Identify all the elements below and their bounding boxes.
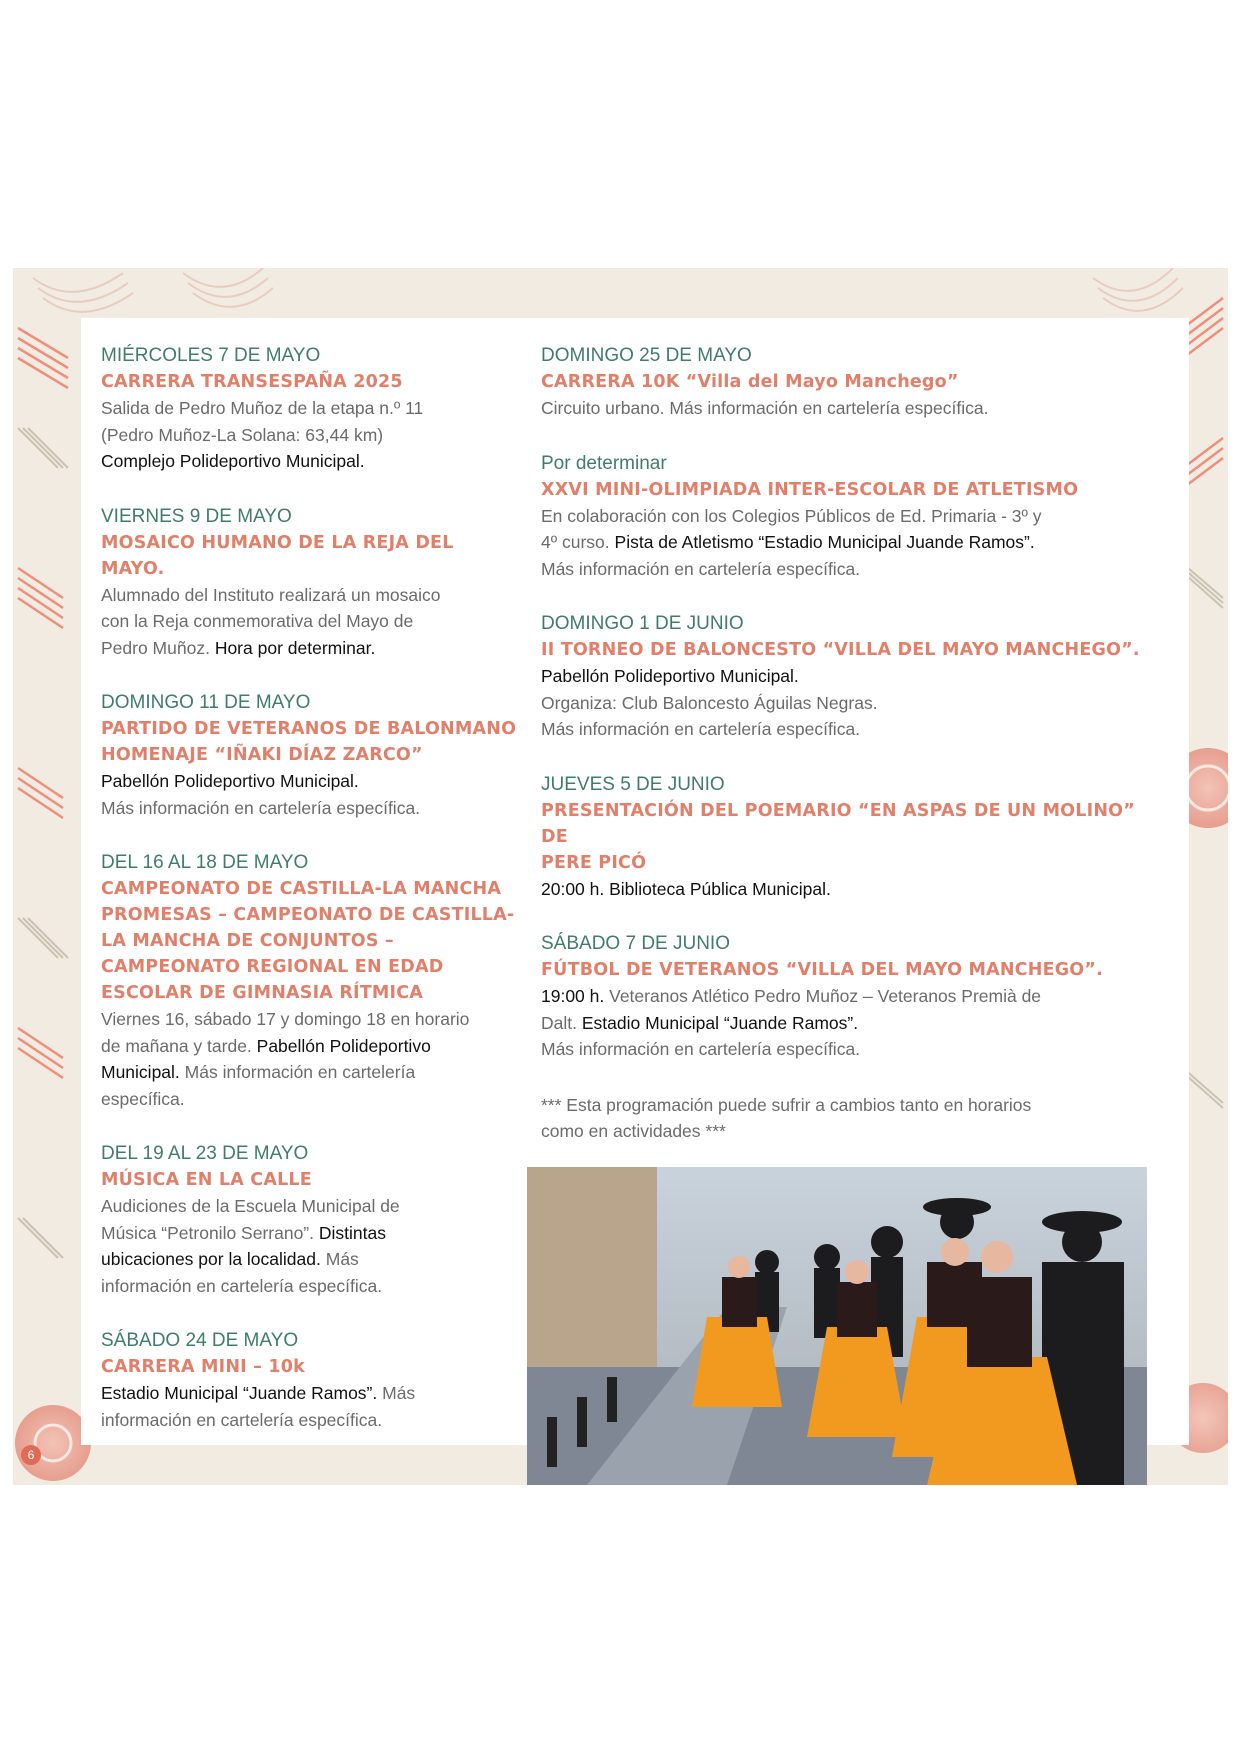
event-detail-text: Circuito urbano. Más información en cartelería específica. bbox=[541, 398, 989, 418]
event-detail-line bbox=[541, 716, 1141, 743]
event-title-line: PARTIDO DE VETERANOS DE BALONMANO bbox=[101, 719, 517, 739]
event-venue-text: Hora por determinar. bbox=[214, 637, 376, 658]
event-detail-text: Pedro Muñoz. bbox=[101, 637, 215, 658]
event-title-line: LA MANCHA DE CONJUNTOS – bbox=[101, 931, 394, 951]
event-detail-text: Más información en cartelería específica. bbox=[541, 719, 861, 739]
event-date: DEL 16 AL 18 DE MAYO bbox=[101, 852, 309, 873]
event-detail-text: Veteranos Atlético Pedro Muñoz – Veteranos Premià de bbox=[604, 986, 1042, 1006]
event-block bbox=[101, 343, 521, 475]
event-detail-line bbox=[101, 608, 521, 635]
event-title-line: PROMESAS – CAMPEONATO DE CASTILLA- bbox=[101, 905, 515, 925]
event-detail-text: Audiciones de la Escuela Municipal de bbox=[101, 1196, 400, 1216]
event-block bbox=[101, 1141, 521, 1299]
event-detail-text: con la Reja conmemorativa del Mayo de bbox=[101, 611, 414, 631]
event-date: DOMINGO 11 DE MAYO bbox=[101, 692, 311, 713]
event-detail-line bbox=[541, 663, 1141, 690]
event-detail-line bbox=[101, 1006, 521, 1033]
event-detail-line bbox=[541, 1010, 1141, 1037]
event-title-line: CAMPEONATO REGIONAL EN EDAD bbox=[101, 957, 444, 977]
event-detail-text: En colaboración con los Colegios Públicos de Ed. Primaria - 3º y bbox=[541, 505, 1042, 526]
event-detail-text: Más información en cartelería específica. bbox=[541, 1039, 861, 1059]
event-block bbox=[541, 343, 1141, 422]
event-detail-line bbox=[101, 1407, 521, 1434]
event-title: CARRERA TRANSESPAÑA 2025 bbox=[101, 372, 403, 392]
right-column bbox=[541, 343, 1141, 1145]
event-detail-line bbox=[541, 395, 1141, 422]
event-detail-text: Más bbox=[377, 1383, 416, 1403]
folk-dance-parade-photo bbox=[527, 1167, 1147, 1485]
event-title-line: CAMPEONATO DE CASTILLA-LA MANCHA bbox=[101, 879, 502, 899]
event-title-line: PRESENTACIÓN DEL POEMARIO “EN ASPAS DE UN MOLINO” DE bbox=[541, 800, 1135, 847]
event-venue-text: 20:00 h. Biblioteca Pública Municipal. bbox=[541, 878, 831, 899]
event-detail-text: Más bbox=[320, 1249, 359, 1269]
event-detail-text: Alumnado del Instituto realizará un mosaico bbox=[101, 584, 441, 605]
event-venue-text: Pista de Atletismo “Estadio Municipal Juande Ramos”. bbox=[614, 532, 1035, 552]
event-title-line: HOMENAJE “IÑAKI DÍAZ ZARCO” bbox=[101, 745, 423, 765]
event-block bbox=[541, 772, 1141, 903]
page-number: 6 bbox=[21, 1445, 41, 1465]
event-detail-line bbox=[101, 1086, 521, 1113]
event-detail-text: 4º curso. bbox=[541, 532, 615, 552]
event-venue-text: Estadio Municipal “Juande Ramos”. bbox=[101, 1383, 378, 1403]
event-detail-line bbox=[101, 1246, 521, 1273]
event-detail-line bbox=[101, 1033, 521, 1060]
event-title: CARRERA MINI – 10k bbox=[101, 1357, 306, 1377]
event-detail-text: información en cartelería específica. bbox=[101, 1409, 383, 1430]
event-detail-line bbox=[101, 1193, 521, 1220]
event-detail-text: Organiza: Club Baloncesto Águilas Negras. bbox=[541, 692, 878, 713]
event-venue-text: Municipal. bbox=[101, 1062, 180, 1082]
event-detail-text: información en cartelería específica. bbox=[101, 1275, 383, 1296]
event-detail-line bbox=[101, 448, 521, 475]
event-detail-text: Más información en cartelería bbox=[179, 1062, 416, 1082]
event-venue-text: 19:00 h. bbox=[541, 986, 605, 1006]
event-detail-text: Salida de Pedro Muñoz de la etapa n.º 11 bbox=[101, 398, 424, 418]
event-title: II TORNEO DE BALONCESTO “VILLA DEL MAYO MANCHEGO”. bbox=[541, 640, 1140, 660]
event-title: MOSAICO HUMANO DE LA REJA DEL MAYO. bbox=[101, 532, 454, 579]
event-detail-line bbox=[101, 1380, 521, 1407]
event-title: XXVI MINI-OLIMPIADA INTER-ESCOLAR DE ATLETISMO bbox=[541, 479, 1079, 500]
event-detail-text: específica. bbox=[101, 1088, 185, 1109]
event-title: MÚSICA EN LA CALLE bbox=[101, 1170, 312, 1190]
event-date: DOMINGO 1 DE JUNIO bbox=[541, 613, 744, 634]
event-venue-text: Pabellón Polideportivo Municipal. bbox=[101, 771, 359, 791]
event-detail-line bbox=[101, 795, 521, 822]
event-detail-text: Dalt. bbox=[541, 1012, 582, 1033]
event-date: MIÉRCOLES 7 DE MAYO bbox=[101, 345, 321, 366]
schedule-change-note bbox=[541, 1092, 1141, 1145]
event-date: DOMINGO 25 DE MAYO bbox=[541, 345, 752, 366]
event-detail-line bbox=[541, 983, 1141, 1010]
event-title: FÚTBOL DE VETERANOS “VILLA DEL MAYO MANCHEGO”. bbox=[541, 960, 1103, 980]
event-detail-line bbox=[541, 503, 1141, 530]
event-venue-text: Distintas bbox=[318, 1222, 386, 1243]
event-block bbox=[541, 451, 1141, 583]
event-venue-text: ubicaciones por la localidad. bbox=[101, 1249, 321, 1269]
event-detail-line bbox=[541, 529, 1141, 556]
event-title: CARRERA 10K “Villa del Mayo Manchego” bbox=[541, 372, 959, 392]
event-detail-text: de mañana y tarde. bbox=[101, 1035, 257, 1056]
event-venue-text: Estadio Municipal “Juande Ramos”. bbox=[581, 1012, 859, 1033]
event-detail-line bbox=[101, 422, 521, 449]
event-title-line: PERE PICÓ bbox=[541, 852, 647, 873]
event-detail-text: Más información en cartelería específica. bbox=[101, 797, 421, 818]
event-detail-line bbox=[101, 768, 521, 795]
event-detail-line bbox=[541, 876, 1141, 903]
event-date: JUEVES 5 DE JUNIO bbox=[541, 773, 725, 795]
event-detail-line bbox=[541, 690, 1141, 717]
event-detail-text: Música “Petronilo Serrano”. bbox=[101, 1222, 319, 1243]
event-detail-line bbox=[101, 582, 521, 609]
event-detail-text: Viernes 16, sábado 17 y domingo 18 en horario bbox=[101, 1009, 470, 1029]
note-line: como en actividades *** bbox=[541, 1121, 726, 1141]
event-date: SÁBADO 24 DE MAYO bbox=[101, 1330, 299, 1351]
event-block bbox=[101, 1328, 521, 1433]
event-detail-line bbox=[541, 556, 1141, 583]
event-block bbox=[101, 690, 521, 821]
event-detail-line bbox=[101, 635, 521, 662]
event-date: Por determinar bbox=[541, 452, 667, 474]
event-detail-text: Más información en cartelería específica. bbox=[541, 558, 861, 579]
event-date: DEL 19 AL 23 DE MAYO bbox=[101, 1143, 309, 1164]
note-line: *** Esta programación puede sufrir a cambios tanto en horarios bbox=[541, 1094, 1032, 1115]
event-date: VIERNES 9 DE MAYO bbox=[101, 505, 292, 527]
left-column bbox=[101, 343, 521, 1462]
event-detail-line bbox=[101, 395, 521, 422]
event-venue-text: Pabellón Polideportivo Municipal. bbox=[541, 666, 799, 686]
event-venue-text: Complejo Polideportivo Municipal. bbox=[101, 451, 365, 471]
event-block bbox=[101, 850, 521, 1112]
event-venue-text: Pabellón Polideportivo bbox=[256, 1035, 431, 1056]
event-detail-line bbox=[541, 1036, 1141, 1063]
event-detail-line bbox=[101, 1059, 521, 1086]
event-detail-line bbox=[101, 1220, 521, 1247]
event-block bbox=[541, 611, 1141, 743]
event-detail-text: (Pedro Muñoz-La Solana: 63,44 km) bbox=[101, 424, 384, 445]
event-block bbox=[101, 504, 521, 662]
event-title-line: ESCOLAR DE GIMNASIA RÍTMICA bbox=[101, 983, 423, 1003]
event-block bbox=[541, 931, 1141, 1063]
event-date: SÁBADO 7 DE JUNIO bbox=[541, 933, 730, 954]
event-detail-line bbox=[101, 1273, 521, 1300]
